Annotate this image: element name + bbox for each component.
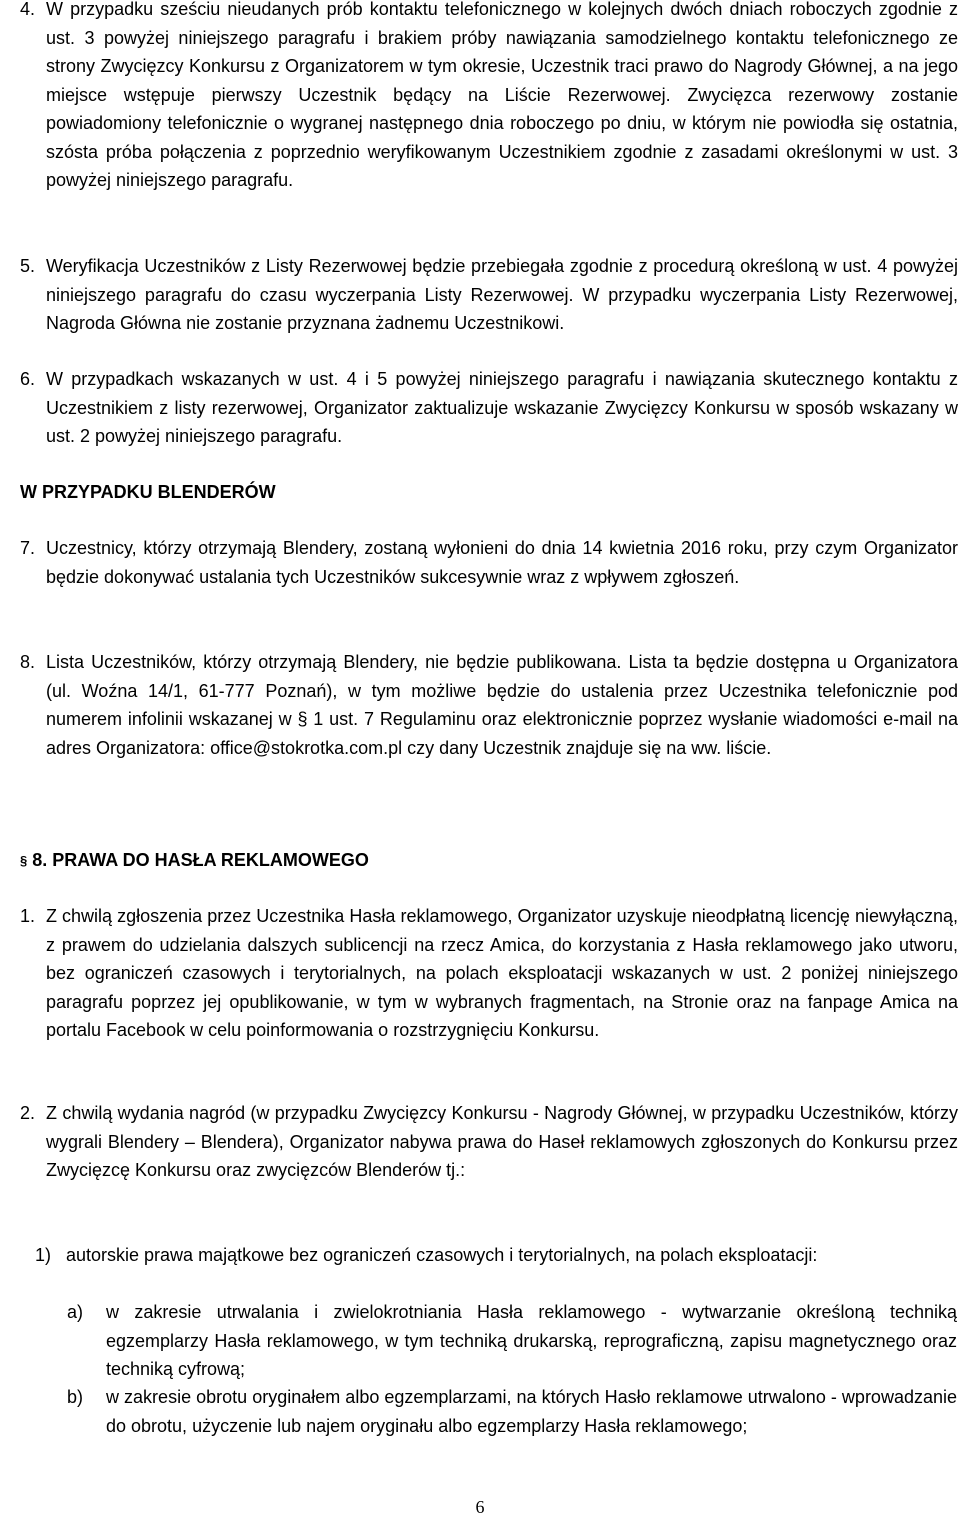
subitem-number: 1) (35, 1245, 52, 1265)
paragraph-item-8 (20, 648, 958, 762)
item-number: 4. (20, 0, 36, 19)
subitem-text: w zakresie obrotu oryginałem albo egzemplarzami, na których Hasło reklamowe utrwalono - wprowadzanie do obrotu, użyczenie lub najem oryginału albo egzemplarzy Hasła reklamowego; (106, 1387, 957, 1436)
section-title: 8. PRAWA DO HASŁA REKLAMOWEGO (32, 850, 369, 870)
item-number: 1. (20, 906, 36, 926)
subitem-1 (35, 1241, 957, 1270)
subitem-text: autorskie prawa majątkowe bez ograniczeń czasowych i terytorialnych, na polach eksploatacji: (66, 1245, 818, 1265)
paragraph-rights-2 (20, 1099, 958, 1185)
heading-blenders: W PRZYPADKU BLENDERÓW (20, 482, 276, 502)
subitem-b (67, 1383, 957, 1440)
paragraph-item-6 (20, 365, 958, 451)
item-text: W przypadku sześciu nieudanych prób kontaktu telefonicznego w kolejnych dwóch dniach roboczych zgodnie z ust. 3 powyżej niniejszego paragrafu i brakiem próby nawiązania samodzielnego kontaktu telefonicznego ze strony Zwycięzcy Konkursu z Organizatorem w tym okresie, Uczestnik traci prawo do Nagrody Głównej, a na jego miejsce wstępuje pierwszy Uczestnik będący na Liście Rezerwowej. Zwycięzca rezerwowy zostanie powiadomiony telefonicznie o wygranej następnego dnia roboczego po dniu, w którym nie powiodła się ostatnia, szósta próba połączenia z poprzednio weryfikowanym Uczestnikiem zgodnie z zasadami określonymi w ust. 3 powyżej niniejszego paragrafu. (46, 0, 958, 190)
item-text: Lista Uczestników, którzy otrzymają Blendery, nie będzie publikowana. Lista ta będzie dostępna u Organizatora (ul. Woźna 14/1, 61-777 Poznań), w tym możliwe będzie do ustalenia przez Uczestnika telefonicznie pod numerem infolinii wskazanej w § 1 ust. 7 Regulaminu oraz elektronicznie poprzez wysłanie wiadomości e-mail na adres Organizatora: office@stokrotka.com.pl czy dany Uczestnik znajduje się na ww. liście. (46, 652, 958, 758)
paragraph-item-5 (20, 252, 958, 338)
subitem-text: w zakresie utrwalania i zwielokrotniania Hasła reklamowego - wytwarzanie określoną techniką egzemplarzy Hasła reklamowego, w tym techniką drukarską, reprograficzną, zapisu magnetycznego oraz techniką cyfrową; (106, 1302, 957, 1379)
subitem-a (67, 1298, 957, 1384)
paragraph-rights-1 (20, 902, 958, 1045)
item-text: Z chwilą wydania nagród (w przypadku Zwycięzcy Konkursu - Nagrody Głównej, w przypadku Uczestników, którzy wygrali Blendery – Blendera), Organizator nabywa prawa do Haseł reklamowych zgłoszonych do Konkursu przez Zwycięzcę Konkursu oraz zwycięzców Blenderów tj.: (46, 1103, 958, 1180)
section-heading (20, 846, 369, 877)
item-text: W przypadkach wskazanych w ust. 4 i 5 powyżej niniejszego paragrafu i nawiązania skutecznego kontaktu z Uczestnikiem z listy rezerwowej, Organizator zaktualizuje wskazanie Zwycięzcy Konkursu w sposób wskazany w ust. 2 powyżej niniejszego paragrafu. (46, 369, 958, 446)
subitem-letter: b) (67, 1387, 84, 1407)
paragraph-item-4 (20, 0, 958, 195)
item-number: 2. (20, 1103, 36, 1123)
item-number: 7. (20, 538, 36, 558)
section-bullet-icon: § (20, 853, 28, 868)
item-text: Z chwilą zgłoszenia przez Uczestnika Hasła reklamowego, Organizator uzyskuje nieodpłatną licencję niewyłączną, z prawem do udzielania dalszych sublicencji na rzecz Amica, do korzystania z Hasła reklamowego jako utworu, bez ograniczeń czasowych i terytorialnych, na polach eksploatacji wskazanych w ust. 2 poniżej niniejszego paragrafu poprzez jej opublikowanie, w tym w wybranych fragmentach, na Stronie oraz na fanpage Amica na portalu Facebook w celu poinformowania o rozstrzygnięciu Konkursu. (46, 906, 958, 1040)
item-number: 6. (20, 369, 36, 389)
item-number: 8. (20, 652, 36, 672)
item-text: Weryfikacja Uczestników z Listy Rezerwowej będzie przebiegała zgodnie z procedurą określoną w ust. 4 powyżej niniejszego paragrafu do czasu wyczerpania Listy Rezerwowej. W przypadku wyczerpania Listy Rezerwowej, Nagroda Główna nie zostanie przyznana żadnemu Uczestnikowi. (46, 256, 958, 333)
subitem-letter: a) (67, 1302, 84, 1322)
item-number: 5. (20, 256, 36, 276)
item-text: Uczestnicy, którzy otrzymają Blendery, zostaną wyłonieni do dnia 14 kwietnia 2016 roku, przy czym Organizator będzie dokonywać ustalania tych Uczestników sukcesywnie wraz z wpływem zgłoszeń. (46, 538, 958, 587)
page-number: 6 (475, 1497, 485, 1517)
paragraph-item-7 (20, 534, 958, 591)
